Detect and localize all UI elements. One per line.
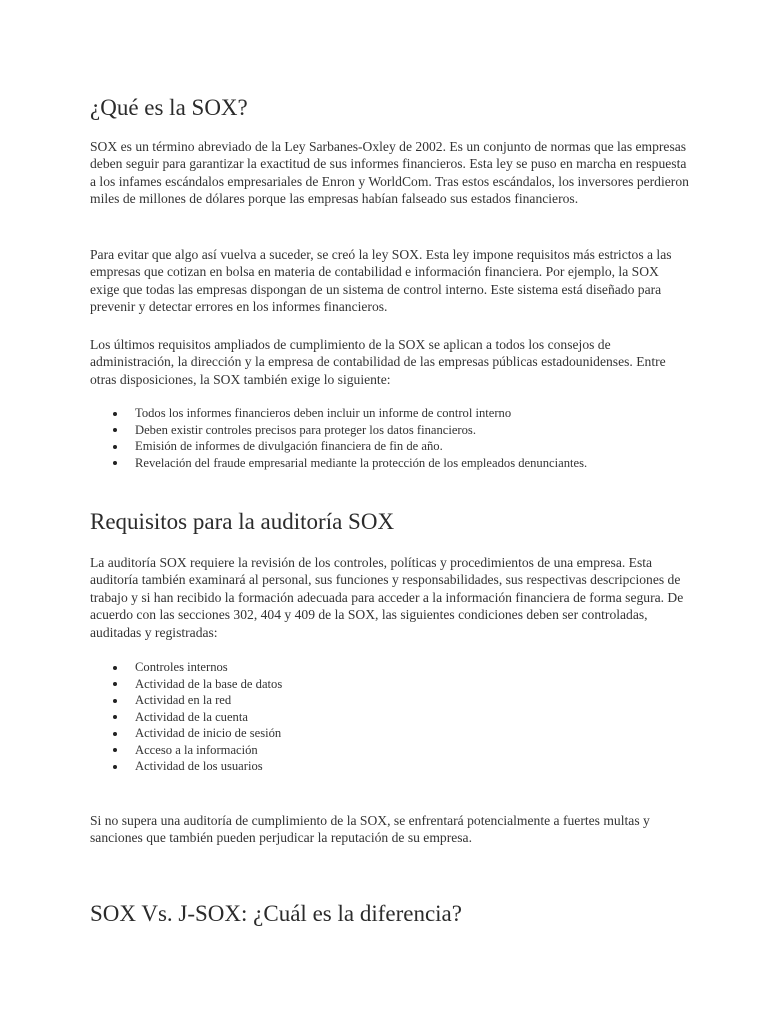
list-item: Revelación del fraude empresarial mediante la protección de los empleados denunciantes. (90, 455, 587, 472)
list-item: Controles internos (90, 659, 282, 676)
list-item: Todos los informes financieros deben incluir un informe de control interno (90, 405, 587, 422)
list-item: Emisión de informes de divulgación financiera de fin de año. (90, 438, 587, 455)
audit-conditions-list (90, 659, 282, 775)
list-item: Actividad de inicio de sesión (90, 725, 282, 742)
paragraph-audit-description: La auditoría SOX requiere la revisión de los controles, políticas y procedimientos de una empresa. Esta auditoría también examinará al personal, sus funciones y responsabilidades, sus respectivas descripciones de trabajo y si han recibido la formación adecuada para acceder a la información financiera de forma segura. De acuerdo con las secciones 302, 404 y 409 de la SOX, las siguientes condiciones deben ser controladas, auditadas y registradas: (90, 555, 684, 640)
paragraph-audit-consequences: Si no supera una auditoría de cumplimiento de la SOX, se enfrentará potencialmente a fuertes multas y sanciones que también pueden perjudicar la reputación de su empresa. (90, 813, 650, 846)
paragraph-sox-purpose: Para evitar que algo así vuelva a suceder, se creó la ley SOX. Esta ley impone requisitos más estrictos a las empresas que cotizan en bolsa en materia de contabilidad e información financiera. Por ejemplo, la SOX exige que todas las empresas dispongan de un sistema de control interno. Este sistema está diseñado para prevenir y detectar errores en los informes financieros. (90, 247, 672, 315)
list-item: Actividad en la red (90, 692, 282, 709)
list-item: Deben existir controles precisos para proteger los datos financieros. (90, 422, 587, 439)
list-item: Acceso a la información (90, 742, 282, 759)
heading-que-es-la-sox: ¿Qué es la SOX? (90, 95, 248, 120)
list-item: Actividad de la cuenta (90, 709, 282, 726)
list-item: Actividad de los usuarios (90, 758, 282, 775)
heading-requisitos-auditoria: Requisitos para la auditoría SOX (90, 509, 395, 534)
paragraph-sox-requirements-intro: Los últimos requisitos ampliados de cumplimiento de la SOX se aplican a todos los consejos de administración, la dirección y la empresa de contabilidad de las empresas públicas estadounidenses. Entre otras disposiciones, la SOX también exige lo siguiente: (90, 337, 666, 387)
paragraph-sox-definition: SOX es un término abreviado de la Ley Sarbanes-Oxley de 2002. Es un conjunto de normas que las empresas deben seguir para garantizar la exactitud de sus informes financieros. Esta ley se puso en marcha en respuesta a los infames escándalos empresariales de Enron y WorldCom. Tras estos escándalos, los inversores perdieron miles de millones de dólares porque las empresas habían falseado sus estados financieros. (90, 139, 689, 207)
sox-requirements-list (90, 405, 587, 471)
heading-sox-vs-jsox: SOX Vs. J-SOX: ¿Cuál es la diferencia? (90, 901, 462, 926)
list-item: Actividad de la base de datos (90, 676, 282, 693)
